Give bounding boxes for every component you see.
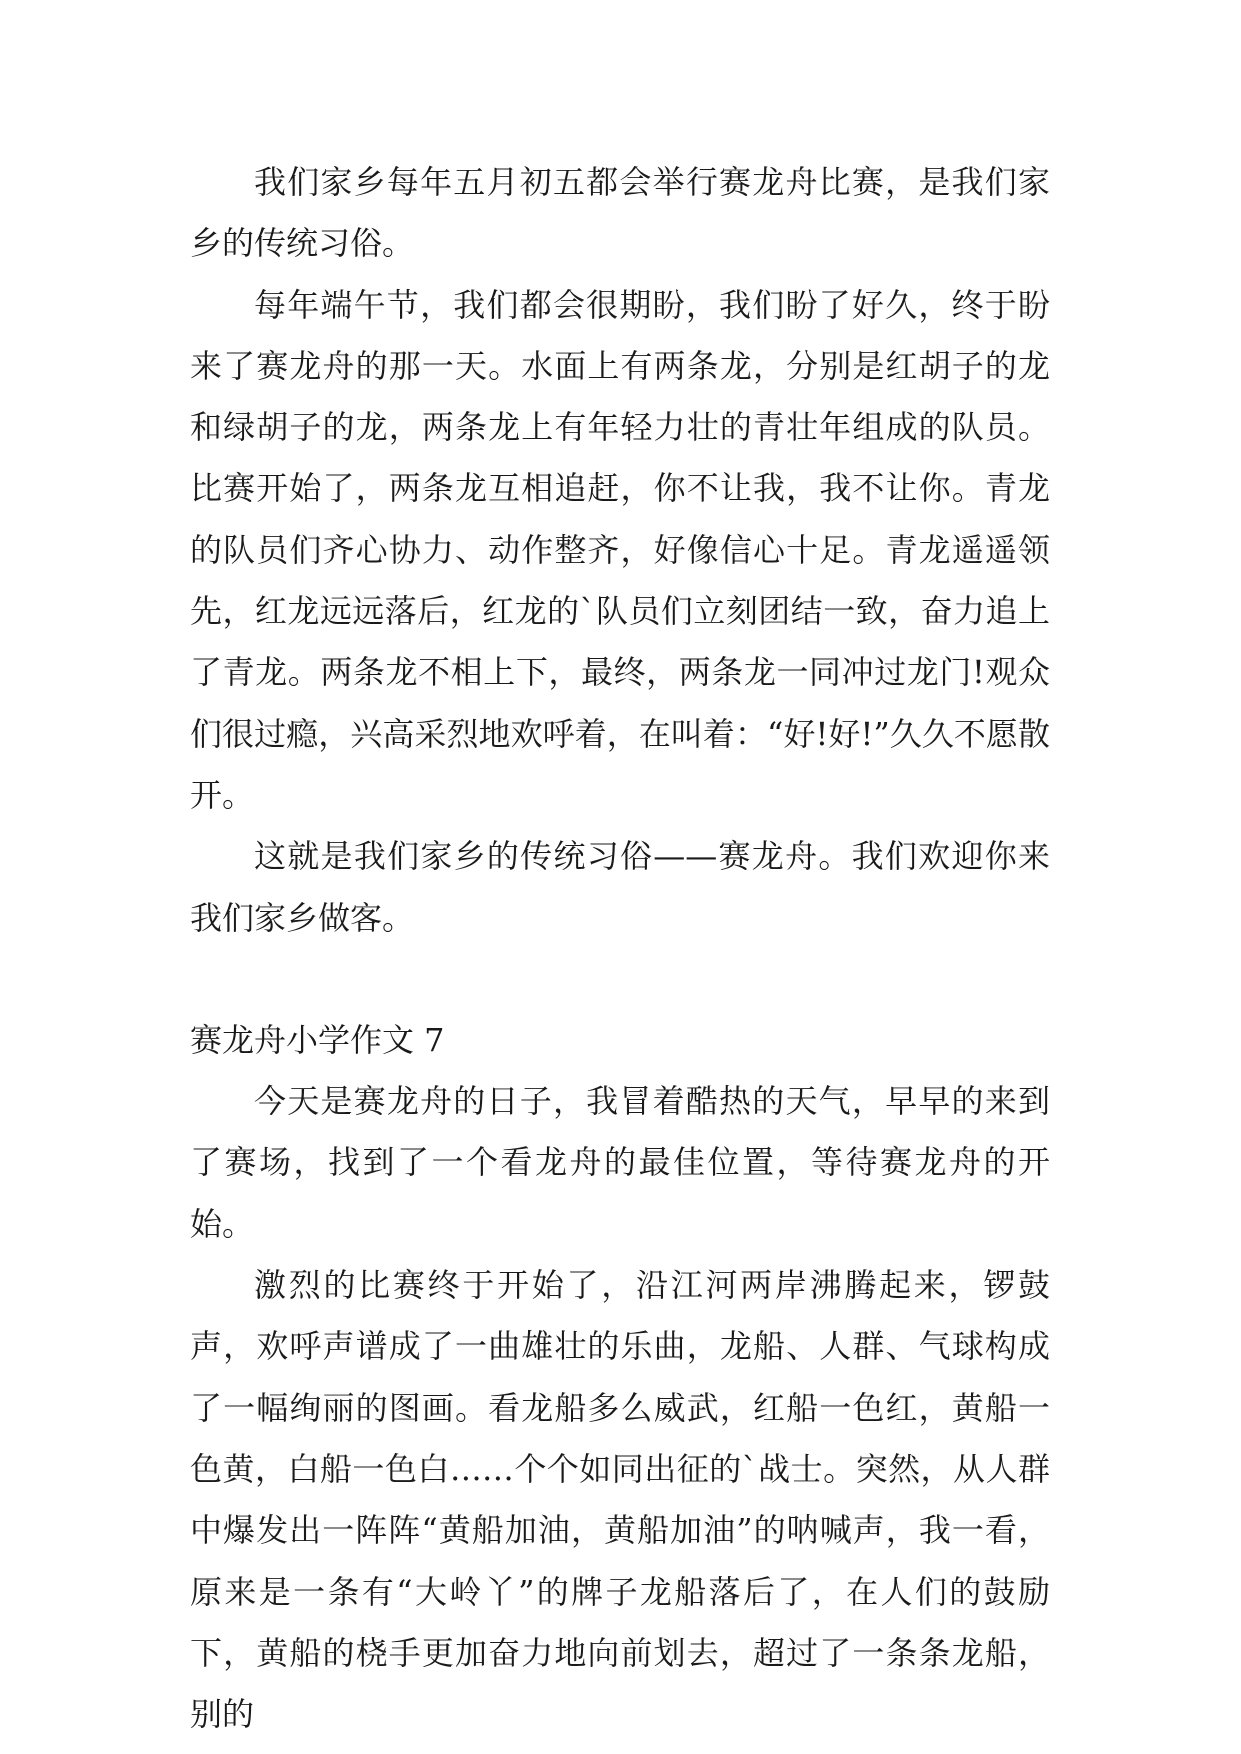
paragraph-race-description: 每年端午节，我们都会很期盼，我们盼了好久，终于盼来了赛龙舟的那一天。水面上有两条龙，分别是红胡子的龙和绿胡子的龙，两条龙上有年轻力壮的青壮年组成的队员。比赛开始了，两条龙互相追赶，你不让我，我不让你。青龙的队员们齐心协力、动作整齐，好像信心十足。青龙遥遥领先，红龙远远落后，红龙的`队员们立刻团结一致，奋力追上了青龙。两条龙不相上下，最终，两条龙一同冲过龙门!观众们很过瘾，兴高采烈地欢呼着，在叫着：“好!好!”久久不愿散开。 — [190, 285, 1050, 814]
document-page — [190, 152, 1050, 1745]
essay-title: 赛龙舟小学作文 7 — [190, 1020, 445, 1059]
paragraph-race-begins: 激烈的比赛终于开始了，沿江河两岸沸腾起来，锣鼓声，欢呼声谱成了一曲雄壮的乐曲，龙船、人群、气球构成了一幅绚丽的图画。看龙船多么威武，红船一色红，黄船一色黄，白船一色白……个个如同出征的`战士。突然，从人群中爆发出一阵阵“黄船加油，黄船加油”的呐喊声，我一看，原来是一条有“大岭丫”的牌子龙船落后了，在人们的鼓励下，黄船的桡手更加奋力地向前划去，超过了一条条龙船，别的 — [190, 1266, 1050, 1734]
paragraph-hometown-custom: 我们家乡每年五月初五都会举行赛龙舟比赛，是我们家乡的传统习俗。 — [190, 163, 1050, 263]
paragraph-race-day: 今天是赛龙舟的日子，我冒着酷热的天气，早早的来到了赛场，找到了一个看龙舟的最佳位置，等待赛龙舟的开始。 — [190, 1082, 1050, 1243]
paragraph-conclusion: 这就是我们家乡的传统习俗——赛龙舟。我们欢迎你来我们家乡做客。 — [190, 837, 1050, 937]
